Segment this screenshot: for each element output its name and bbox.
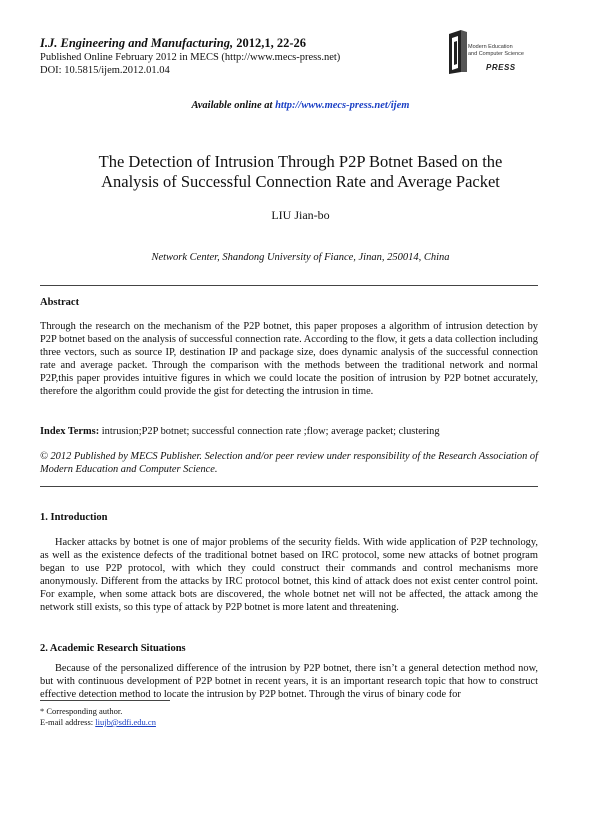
divider-top: [40, 285, 538, 286]
journal-name: I.J. Engineering and Manufacturing,: [40, 36, 234, 50]
available-prefix: Available online at: [191, 100, 273, 111]
index-terms-label: Index Terms:: [40, 426, 100, 437]
logo-line-1: Modern Education: [468, 44, 513, 50]
journal-url-link[interactable]: http://www.mecs-press.net/ijem: [275, 100, 410, 111]
abstract-text: Through the research on the mechanism of the P2P botnet, this paper proposes a algorithm of intrusion detection by P2P botnet based on the analysis of successful connection rate. According to the flow, it gets a data collection including three vectors, such as source IP, destination IP and package size, does dynamic analysis of the successful connection rate and average packet. Through the comparison with the methods between the traditional network and normal P2P,this paper provides intuitive figures in which we could locate the position of intrusion by P2P botnet accurately, therefore the algorithm could provide the gist for detecting the intrusion in time.: [40, 321, 538, 397]
available-online: [0, 100, 601, 111]
email-link[interactable]: liujb@sdfi.edu.cn: [95, 717, 156, 727]
publication-info: Published Online February 2012 in MECS (http://www.mecs-press.net): [40, 52, 341, 63]
journal-header: [40, 36, 440, 77]
index-terms: [40, 425, 538, 438]
doi: DOI: 10.5815/ijem.2012.01.04: [40, 65, 170, 76]
section-1-heading: 1. Introduction: [40, 512, 108, 523]
author-name: LIU Jian-bo: [271, 208, 330, 222]
paper-title: [40, 152, 561, 192]
logo-line-2: and Computer Science: [468, 50, 524, 57]
section-2-text: Because of the personalized difference of the intrusion by P2P botnet, there isn’t a general detection method now, but with continuous development of P2P botnet in recent years, it is an important research topic that how to construct effective detection method to locate the intrusion by P2P botnet. Through the virus of binary code for: [40, 663, 538, 700]
section-2-heading: 2. Academic Research Situations: [40, 643, 186, 654]
journal-volume: 2012,1, 22-26: [236, 36, 307, 50]
email-label: E-mail address:: [40, 717, 94, 727]
index-terms-text: intrusion;P2P botnet; successful connection rate ;flow; average packet; clustering: [99, 426, 440, 437]
title-line-2: Analysis of Successful Connection Rate and Average Packet: [101, 172, 500, 191]
divider-bottom: [40, 486, 538, 487]
email-note: [40, 717, 156, 727]
journal-citation: [40, 36, 440, 51]
abstract-heading: Abstract: [40, 297, 80, 308]
section-1-text: Hacker attacks by botnet is one of major problems of the security fields. With wide application of P2P technology, as well as the existence defects of the traditional botnet based on IRC protocol, some new attacks of botnet program began to use P2P protocol, with which they could construct their commands and control mechanisms more anonymously. Different from the attacks by IRC protocol botnet, this kind of attack does not exist center control point. For example, when some attack bots are discovered, the whole botnet net will not be affected, the attack among the network still exists, so this type of attack by P2P botnet is more latent and threatening.: [40, 537, 538, 613]
footnote-rule: [40, 700, 170, 701]
copyright-notice: © 2012 Published by MECS Publisher. Selection and/or peer review under responsibility of the Research Association of Modern Education and Computer Science.: [40, 451, 539, 475]
logo-text: [468, 44, 538, 57]
logo-press: PRESS: [486, 63, 516, 72]
author-affiliation: Network Center, Shandong University of Fiance, Jinan, 250014, China: [151, 252, 450, 263]
corresponding-author-note: * Corresponding author.: [40, 706, 123, 716]
book-stack-icon: [449, 30, 467, 74]
title-line-1: The Detection of Intrusion Through P2P Botnet Based on the: [98, 152, 503, 171]
